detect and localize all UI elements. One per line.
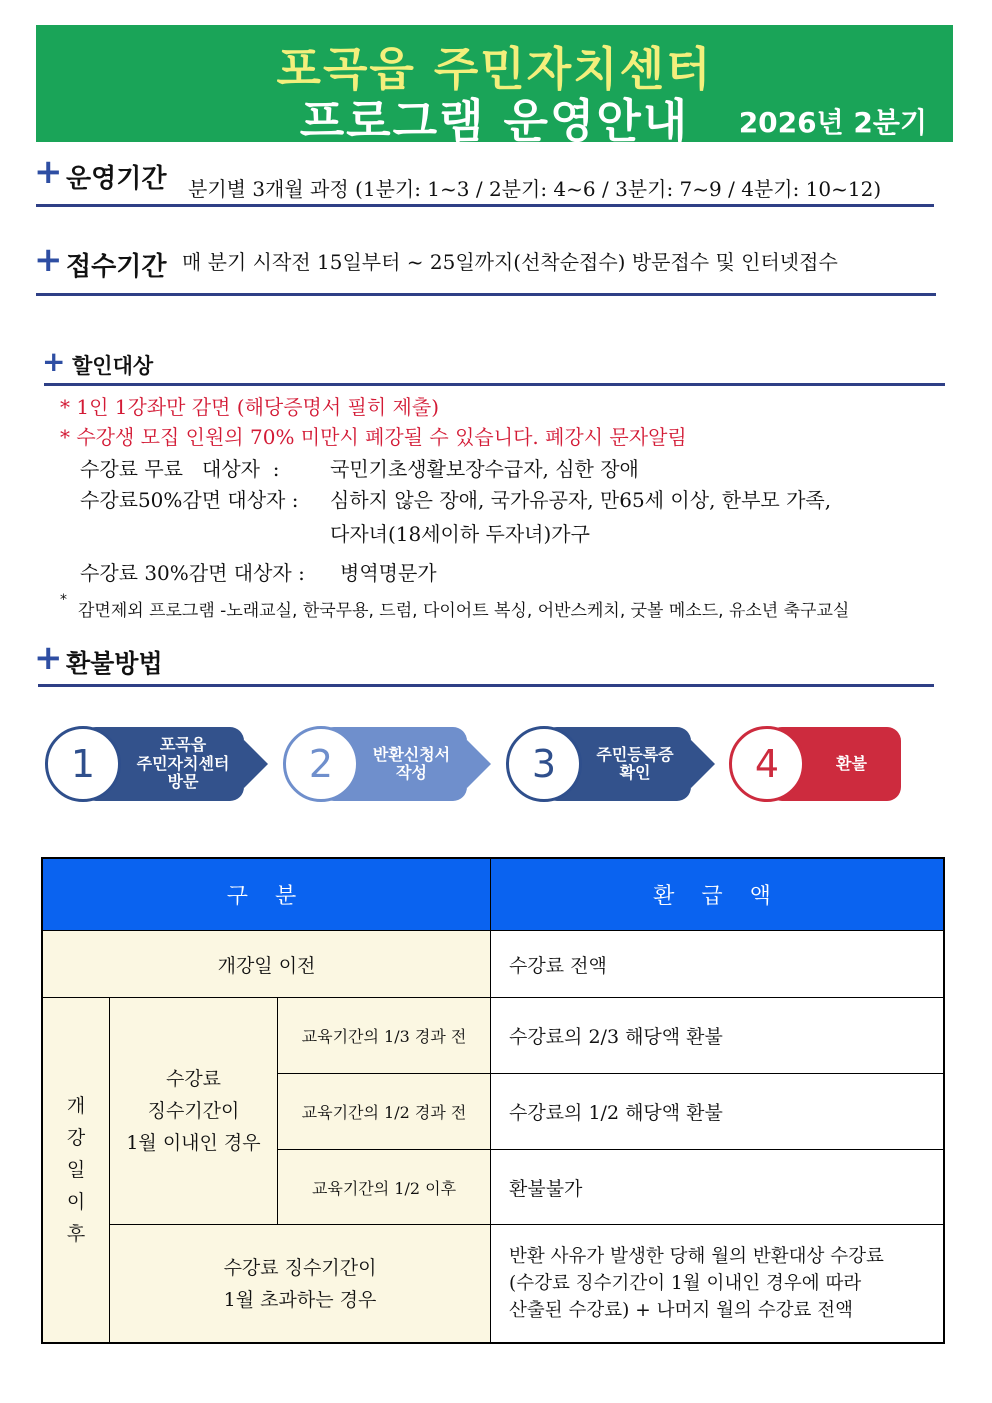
after-label-char: 후	[66, 1223, 86, 1245]
header-category: 구 분	[43, 859, 491, 931]
step-1-label-line2: 주민자치센터	[136, 753, 230, 773]
step-1-label-line3: 방문	[167, 772, 199, 792]
within-label-line: 징수기간이	[147, 1100, 240, 1122]
thirty-target-value: 병역명문가	[340, 561, 437, 585]
over-value-line: 산출된 수강료) + 나머지 월의 수강료 전액	[509, 1300, 853, 1321]
plus-icon: +	[42, 345, 66, 378]
amount-cell: 환불불가	[491, 1150, 943, 1225]
arrow-right-icon	[467, 740, 491, 788]
after-label-char: 이	[66, 1191, 86, 1213]
over-label-line: 수강료 징수기간이	[223, 1256, 377, 1279]
step-4-label-line1: 환불	[836, 753, 867, 773]
amount-cell: 수강료의 2/3 해당액 환불	[491, 998, 943, 1074]
free-target-value: 국민기초생활보장수급자, 심한 장애	[330, 457, 639, 481]
operation-title: 운영기간	[66, 164, 167, 194]
registration-title: 접수기간	[66, 252, 167, 282]
over-label-line: 1월 초과하는 경우	[223, 1288, 377, 1311]
period-cell: 교육기간의 1/2 이후	[278, 1150, 491, 1225]
over-month-value	[491, 1225, 943, 1342]
plus-icon: +	[34, 152, 63, 192]
half-target-value: 심하지 않은 장애, 국가유공자, 만65세 이상, 한부모 가족,	[330, 488, 832, 512]
within-label-line: 수강료	[165, 1068, 222, 1090]
after-opening-label	[43, 998, 110, 1342]
arrow-right-icon	[691, 740, 715, 788]
banner-quarter: 2026년 2분기	[738, 106, 927, 139]
thirty-target-label: 수강료 30%감면 대상자 :	[80, 561, 305, 585]
section-divider	[38, 684, 934, 687]
half-target-value2: 다자녀(18세이하 두자녀)가구	[330, 522, 590, 546]
row-before-label: 개강일 이전	[43, 931, 491, 998]
after-label-char: 강	[66, 1127, 86, 1149]
section-divider	[44, 383, 945, 386]
free-target-label: 수강료 무료 대상자 :	[80, 457, 280, 481]
step-2-number: 2	[283, 726, 359, 802]
header-amount: 환 급 액	[491, 859, 943, 931]
step-1-label-line1: 포곡읍	[159, 735, 207, 755]
plus-icon: +	[34, 240, 63, 280]
excluded-programs: 감면제외 프로그램 -노래교실, 한국무용, 드럼, 다이어트 복싱, 어반스케치, 굿볼 메소드, 유소년 축구교실	[78, 601, 850, 621]
arrow-right-icon	[244, 740, 268, 788]
banner-title-line1: 포곡읍 주민자치센터	[276, 42, 713, 96]
step-3-number: 3	[506, 726, 582, 802]
step-1-number: 1	[45, 726, 121, 802]
step-2-label-line2: 작성	[396, 763, 427, 782]
after-label-char: 일	[66, 1159, 86, 1181]
period-cell: 교육기간의 1/2 경과 전	[278, 1074, 491, 1150]
section-divider	[36, 204, 934, 207]
excluded-mark: *	[60, 592, 67, 608]
operation-text: 분기별 3개월 과정 (1분기: 1~3 / 2분기: 4~6 / 3분기: 7~9 / 4분기: 10~12)	[188, 177, 882, 201]
section-divider	[36, 293, 936, 296]
amount-cell: 수강료의 1/2 해당액 환불	[491, 1074, 943, 1150]
plus-icon: +	[34, 638, 63, 678]
step-2-label-line1: 반환신청서	[372, 744, 451, 764]
row-before-value: 수강료 전액	[491, 931, 943, 998]
step-3-label-line1: 주민등록증	[596, 744, 674, 764]
period-cell: 교육기간의 1/3 경과 전	[278, 998, 491, 1074]
half-target-label: 수강료50%감면 대상자 :	[80, 488, 299, 512]
refund-table	[41, 857, 945, 1344]
refund-title: 환불방법	[66, 649, 163, 678]
discount-note2: * 수강생 모집 인원의 70% 미만시 폐강될 수 있습니다. 폐강시 문자알림	[60, 425, 687, 449]
over-value-line: (수강료 징수기간이 1월 이내인 경우에 따라	[509, 1273, 862, 1294]
registration-text: 매 분기 시작전 15일부터 ~ 25일까지(선착순접수) 방문접수 및 인터넷접수	[182, 250, 838, 274]
discount-note1: * 1인 1강좌만 감면 (해당증명서 필히 제출)	[60, 395, 439, 419]
over-month-label	[110, 1225, 491, 1342]
step-3-label-line2: 확인	[619, 763, 651, 782]
discount-title: 할인대상	[72, 354, 154, 378]
over-value-line: 반환 사유가 발생한 당해 월의 반환대상 수강료	[509, 1246, 884, 1267]
title-banner	[36, 25, 953, 148]
within-label-line: 1월 이내인 경우	[126, 1132, 261, 1154]
after-label-char: 개	[66, 1095, 86, 1117]
banner-title-line2: 프로그램 운영안내	[299, 94, 690, 148]
step-4-number: 4	[729, 726, 805, 802]
within-month-label	[110, 998, 278, 1225]
